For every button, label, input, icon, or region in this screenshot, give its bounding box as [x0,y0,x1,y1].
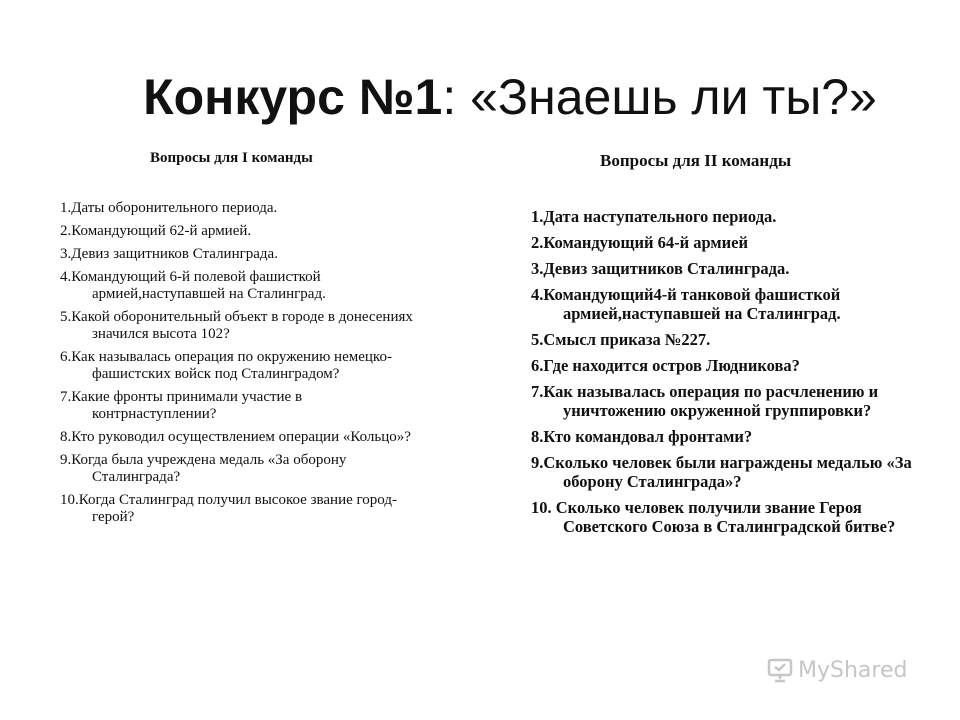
left-question-list [60,200,430,532]
right-question-item: 8.Кто командовал фронтами? [531,427,753,446]
watermark-text: MyShared [798,657,908,683]
right-question-item: 7.Как называлась операция по расчленению и уничтожению окруженной группировки? [531,382,879,420]
right-question-list [531,207,931,543]
right-question-item: 3.Девиз защитников Сталинграда. [531,259,790,278]
left-question-item: 1.Даты оборонительного периода. [60,200,278,216]
left-question-item: 8.Кто руководил осуществлением операции «Кольцо»? [60,429,411,445]
right-question-item: 4.Командующий4-й танковой фашисткой армией,наступавшей на Сталинград. [531,285,841,323]
slide-title [0,62,960,132]
left-question-item: 7.Какие фронты принимали участие в контрнаступлении? [60,389,303,422]
projector-icon [766,656,794,684]
left-question-item: 10.Когда Сталинград получил высокое звание город-герой? [60,492,397,525]
title-bold-part: Конкурс №1 [143,69,443,125]
left-column-heading: Вопросы для I команды [150,150,313,166]
left-question-item: 9.Когда была учреждена медаль «За оборону Сталинграда? [60,452,347,485]
right-question-item: 1.Дата наступательного периода. [531,207,777,226]
watermark [766,656,907,684]
left-question-item: 5.Какой оборонительный объект в городе в донесениях значился высота 102? [60,309,413,342]
left-question-item: 2.Командующий 62-й армией. [60,223,252,239]
left-question-item: 3.Девиз защитников Сталинграда. [60,246,278,262]
right-question-item: 5.Смысл приказа №227. [531,330,711,349]
right-question-item: 2.Командующий 64-й армией [531,233,748,252]
right-column-heading: Вопросы для II команды [600,151,792,170]
left-question-item: 4.Командующий 6-й полевой фашисткой армией,наступавшей на Сталинград. [60,269,326,302]
title-normal-part: : «Знаешь ли ты?» [442,69,877,125]
right-question-item: 9.Сколько человек были награждены медалью «За оборону Сталинграда»? [531,453,912,491]
left-question-item: 6.Как называлась операция по окружению немецко-фашистских войск под Сталинградом? [60,349,392,382]
right-question-item: 6.Где находится остров Людникова? [531,356,800,375]
right-question-item: 10. Сколько человек получили звание Героя Советского Союза в Сталинградской битве? [531,498,896,536]
